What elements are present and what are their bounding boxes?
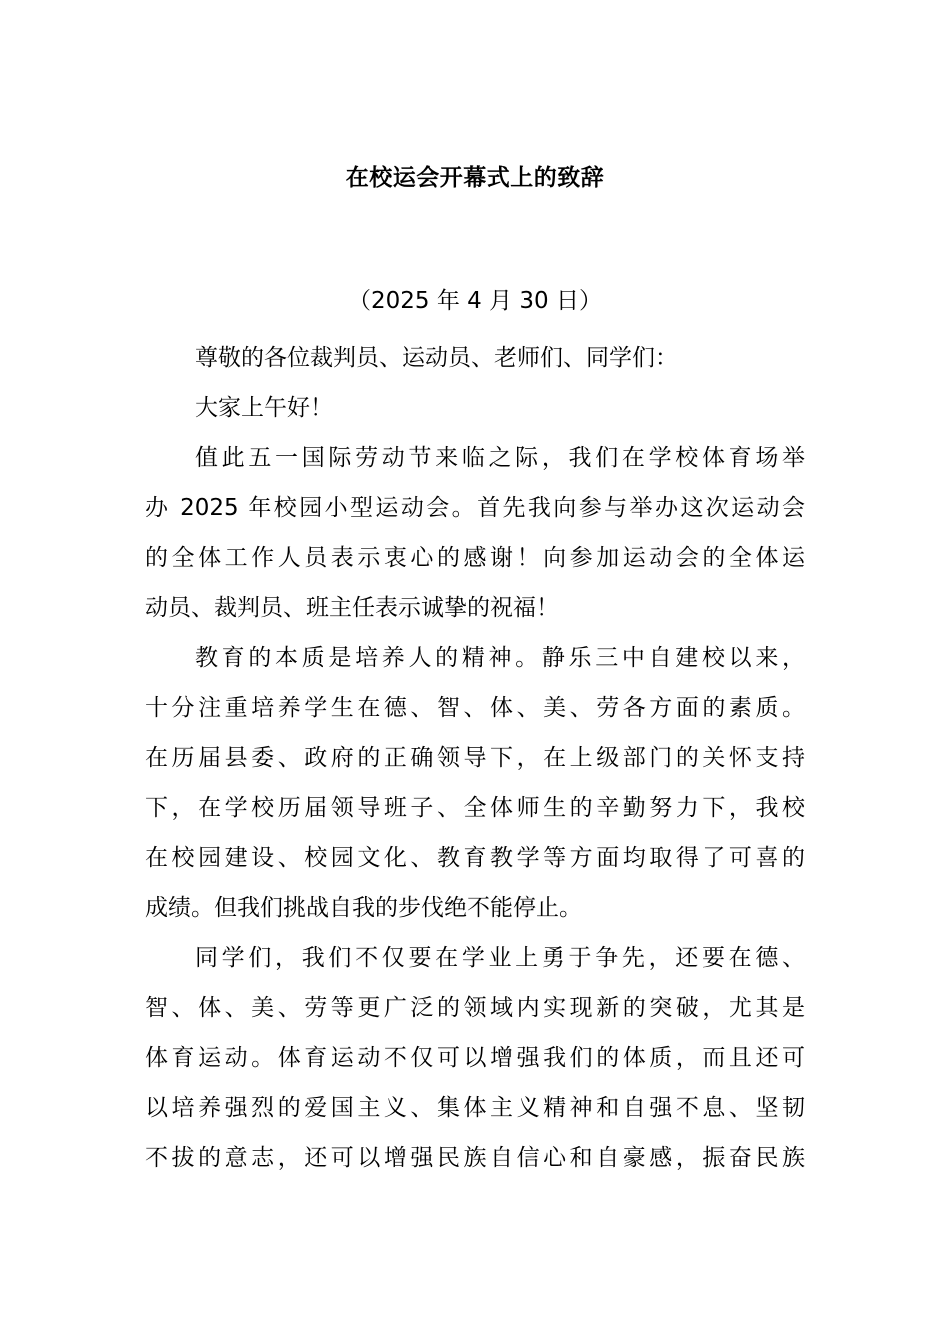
text-line: 在历届县委、政府的正确领导下，在上级部门的关怀支持 <box>145 745 805 771</box>
text-line: 办 2025 年校园小型运动会。首先我向参与举办这次运动会 <box>145 495 805 521</box>
text-line: 不拔的意志，还可以增强民族自信心和自豪感，振奋民族 <box>145 1145 805 1171</box>
text-line: 值此五一国际劳动节来临之际，我们在学校体育场举 <box>195 445 805 471</box>
text-line: 以培养强烈的爱国主义、集体主义精神和自强不息、坚韧 <box>145 1095 805 1121</box>
document-title: 在校运会开幕式上的致辞 <box>345 165 605 191</box>
text-line: 同学们，我们不仅要在学业上勇于争先，还要在德、 <box>195 945 805 971</box>
text-line: 的全体工作人员表示衷心的感谢！向参加运动会的全体运 <box>145 545 805 571</box>
paragraph-opening <box>145 433 805 633</box>
text-line: 动员、裁判员、班主任表示诚挚的祝福！ <box>145 595 559 621</box>
text-line: 尊敬的各位裁判员、运动员、老师们、同学们： <box>195 345 678 371</box>
paragraph-greeting <box>145 383 805 433</box>
paragraph-education <box>145 633 805 933</box>
text-line: 大家上午好！ <box>195 395 333 421</box>
document-body <box>145 333 805 1183</box>
text-line: 成绩。但我们挑战自我的步伐绝不能停止。 <box>145 895 582 921</box>
document-date: （2025 年 4 月 30 日） <box>348 288 602 314</box>
text-line: 下，在学校历届领导班子、全体师生的辛勤努力下，我校 <box>145 795 805 821</box>
text-line: 在校园建设、校园文化、教育教学等方面均取得了可喜的 <box>145 845 805 871</box>
text-line: 体育运动。体育运动不仅可以增强我们的体质，而且还可 <box>145 1045 805 1071</box>
text-line: 十分注重培养学生在德、智、体、美、劳各方面的素质。 <box>145 695 805 721</box>
text-line: 智、体、美、劳等更广泛的领域内实现新的突破，尤其是 <box>145 995 805 1021</box>
paragraph-salutation <box>145 333 805 383</box>
text-line: 教育的本质是培养人的精神。静乐三中自建校以来， <box>195 645 805 671</box>
paragraph-students <box>145 933 805 1183</box>
